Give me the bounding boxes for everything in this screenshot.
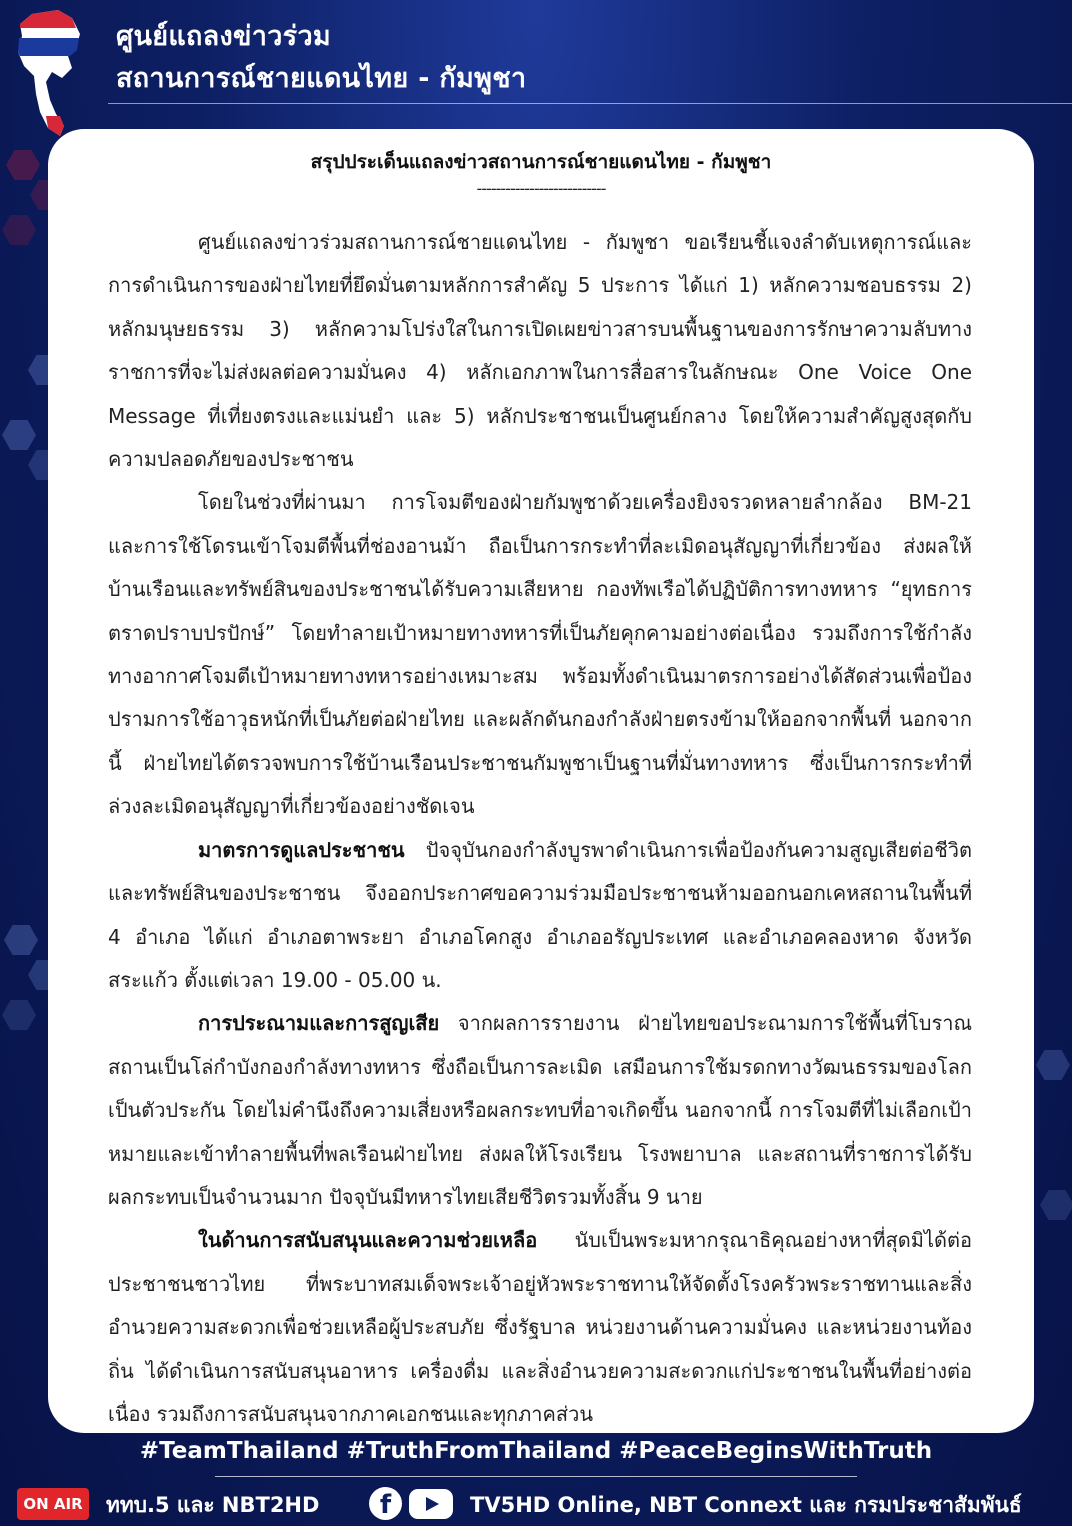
document-title: สรุปประเด็นแถลงข่าวสถานการณ์ชายแดนไทย - กัมพูชา xyxy=(310,151,772,173)
online-channels: TV5HD Online, NBT Connext และ กรมประชาสัมพันธ์ xyxy=(470,1493,1022,1517)
hexagon-decoration xyxy=(2,215,36,245)
paragraph-text: จากผลการรายงาน ฝ่ายไทยขอประณามการใช้พื้นที่โบราณสถานเป็นโล่กำบังกองกำลังทางทหาร ซึ่งถือเป็นการละเมิด เสมือนการใช้มรดกทางวัฒนธรรมของโลกเป็นตัวประกัน โดยไม่คำนึงถึงความเสี่ยงหรือผลกระทบที่อาจเกิดขึ้น นอกจากนี้ การโจมตีที่ไม่เลือกเป้าหมายและเข้าทำลายพื้นที่พลเรือนฝ่ายไทย ส่งผลให้โรงเรียน โรงพยาบาล และสถานที่ราชการได้รับผลกระทบเป็นจำนวนมาก ปัจจุบันมีทหารไทยเสียชีวิตรวมทั้งสิ้น 9 นาย xyxy=(108,1011,972,1209)
tv-channels: ททบ.5 และ NBT2HD xyxy=(106,1493,320,1517)
hexagon-decoration xyxy=(4,925,38,955)
footer-divider xyxy=(215,1476,857,1477)
document-body xyxy=(108,221,972,1436)
facebook-icon: f xyxy=(369,1487,402,1520)
hashtags: #TeamThailand #TruthFromThailand #PeaceBeginsWithTruth xyxy=(139,1438,933,1464)
youtube-icon xyxy=(409,1489,453,1519)
paragraph-heading: ในด้านการสนับสนุนและความช่วยเหลือ xyxy=(198,1228,538,1253)
hexagon-decoration xyxy=(6,150,40,180)
thailand-map-flag-icon xyxy=(10,8,88,143)
paragraph-text: นับเป็นพระมหากรุณาธิคุณอย่างหาที่สุดมิได้ต่อประชาชนชาวไทย ที่พระบาทสมเด็จพระเจ้าอยู่หัวพระราชทานให้จัดตั้งโรงครัวพระราชทานและสิ่งอำนวยความสะดวกเพื่อช่วยเหลือผู้ประสบภัย ซึ่งรัฐบาล หน่วยงานด้านความมั่นคง และหน่วยงานท้องถิ่น ได้ดำเนินการสนับสนุนอาหาร เครื่องดื่ม และสิ่งอำนวยความสะดวกแก่ประชาชนในพื้นที่อย่างต่อเนื่อง รวมถึงการสนับสนุนจากภาคเอกชนและทุกภาคส่วน xyxy=(108,1228,972,1426)
paragraph-heading: มาตรการดูแลประชาชน xyxy=(198,837,405,862)
document-card xyxy=(48,129,1034,1433)
hexagon-decoration xyxy=(2,420,36,450)
hexagon-decoration xyxy=(1036,1050,1070,1080)
paragraph-heading: การประณามและการสูญเสีย xyxy=(198,1011,440,1036)
paragraph-condemnation-losses xyxy=(108,1002,972,1219)
hexagon-decoration xyxy=(2,1000,36,1030)
paragraph-text: ปัจจุบันกองกำลังบูรพาดำเนินการเพื่อป้องกันความสูญเสียต่อชีวิตและทรัพย์สินของประชาชน จึงออกประกาศขอความร่วมมือประชาชนห้ามออกนอกเคหสถานในพื้นที่ 4 อำเภอ ได้แก่ อำเภอตาพระยา อำเภอโคกสูง อำเภออรัญประเทศ และอำเภอคลองหาด จังหวัดสระแก้ว ตั้งแต่เวลา 19.00 - 05.00 น. xyxy=(108,837,972,992)
paragraph-support-assistance xyxy=(108,1219,972,1436)
paragraph-civilian-measures xyxy=(108,829,972,1003)
paragraph-military-operations: โดยในช่วงที่ผ่านมา การโจมตีของฝ่ายกัมพูชาด้วยเครื่องยิงจรวดหลายลำกล้อง BM-21 และการใช้โดรนเข้าโจมตีพื้นที่ช่องอานม้า ถือเป็นการกระทำที่ละเมิดอนุสัญญาที่เกี่ยวข้อง ส่งผลให้บ้านเรือนและทรัพย์สินของประชาชนได้รับความเสียหาย กองทัพเรือได้ปฏิบัติการทางทหาร “ยุทธการตราดปราบปรปักษ์” โดยทำลายเป้าหมายทางทหารที่เป็นภัยคุกคามอย่างต่อเนื่อง รวมถึงการใช้กำลังทางอากาศโจมตีเป้าหมายทางทหารอย่างเหมาะสม พร้อมทั้งดำเนินมาตรการอย่างได้สัดส่วนเพื่อป้องปรามการใช้อาวุธหนักที่เป็นภัยต่อฝ่ายไทย และผลักดันกองกำลังฝ่ายตรงข้ามให้ออกจากพื้นที่ นอกจากนี้ ฝ่ายไทยได้ตรวจพบการใช้บ้านเรือนประชาชนกัมพูชาเป็นฐานที่มั่นทางทหาร ซึ่งเป็นการกระทำที่ล่วงละเมิดอนุสัญญาที่เกี่ยวข้องอย่างชัดเจน xyxy=(108,490,972,819)
header-title-line2: สถานการณ์ชายแดนไทย - กัมพูชา xyxy=(116,63,527,94)
document-divider: --------------------------- xyxy=(476,179,606,198)
hexagon-decoration xyxy=(1040,1190,1072,1220)
header-title-line1: ศูนย์แถลงข่าวร่วม xyxy=(116,21,332,52)
on-air-badge: ON AIR xyxy=(17,1488,89,1520)
paragraph-principles: ศูนย์แถลงข่าวร่วมสถานการณ์ชายแดนไทย - กัมพูชา ขอเรียนชี้แจงลำดับเหตุการณ์และการดำเนินการของฝ่ายไทยที่ยึดมั่นตามหลักการสำคัญ 5 ประการ ได้แก่ 1) หลักความชอบธรรม 2) หลักมนุษยธรรม 3) หลักความโปร่งใสในการเปิดเผยข่าวสารบนพื้นฐานของการรักษาความลับทางราชการที่จะไม่ส่งผลต่อความมั่นคง 4) หลักเอกภาพในการสื่อสารในลักษณะ One Voice One Message ที่เที่ยงตรงและแม่นยำ และ 5) หลักประชาชนเป็นศูนย์กลาง โดยให้ความสำคัญสูงสุดกับความปลอดภัยของประชาชน xyxy=(108,230,972,472)
header-divider xyxy=(108,103,1072,104)
